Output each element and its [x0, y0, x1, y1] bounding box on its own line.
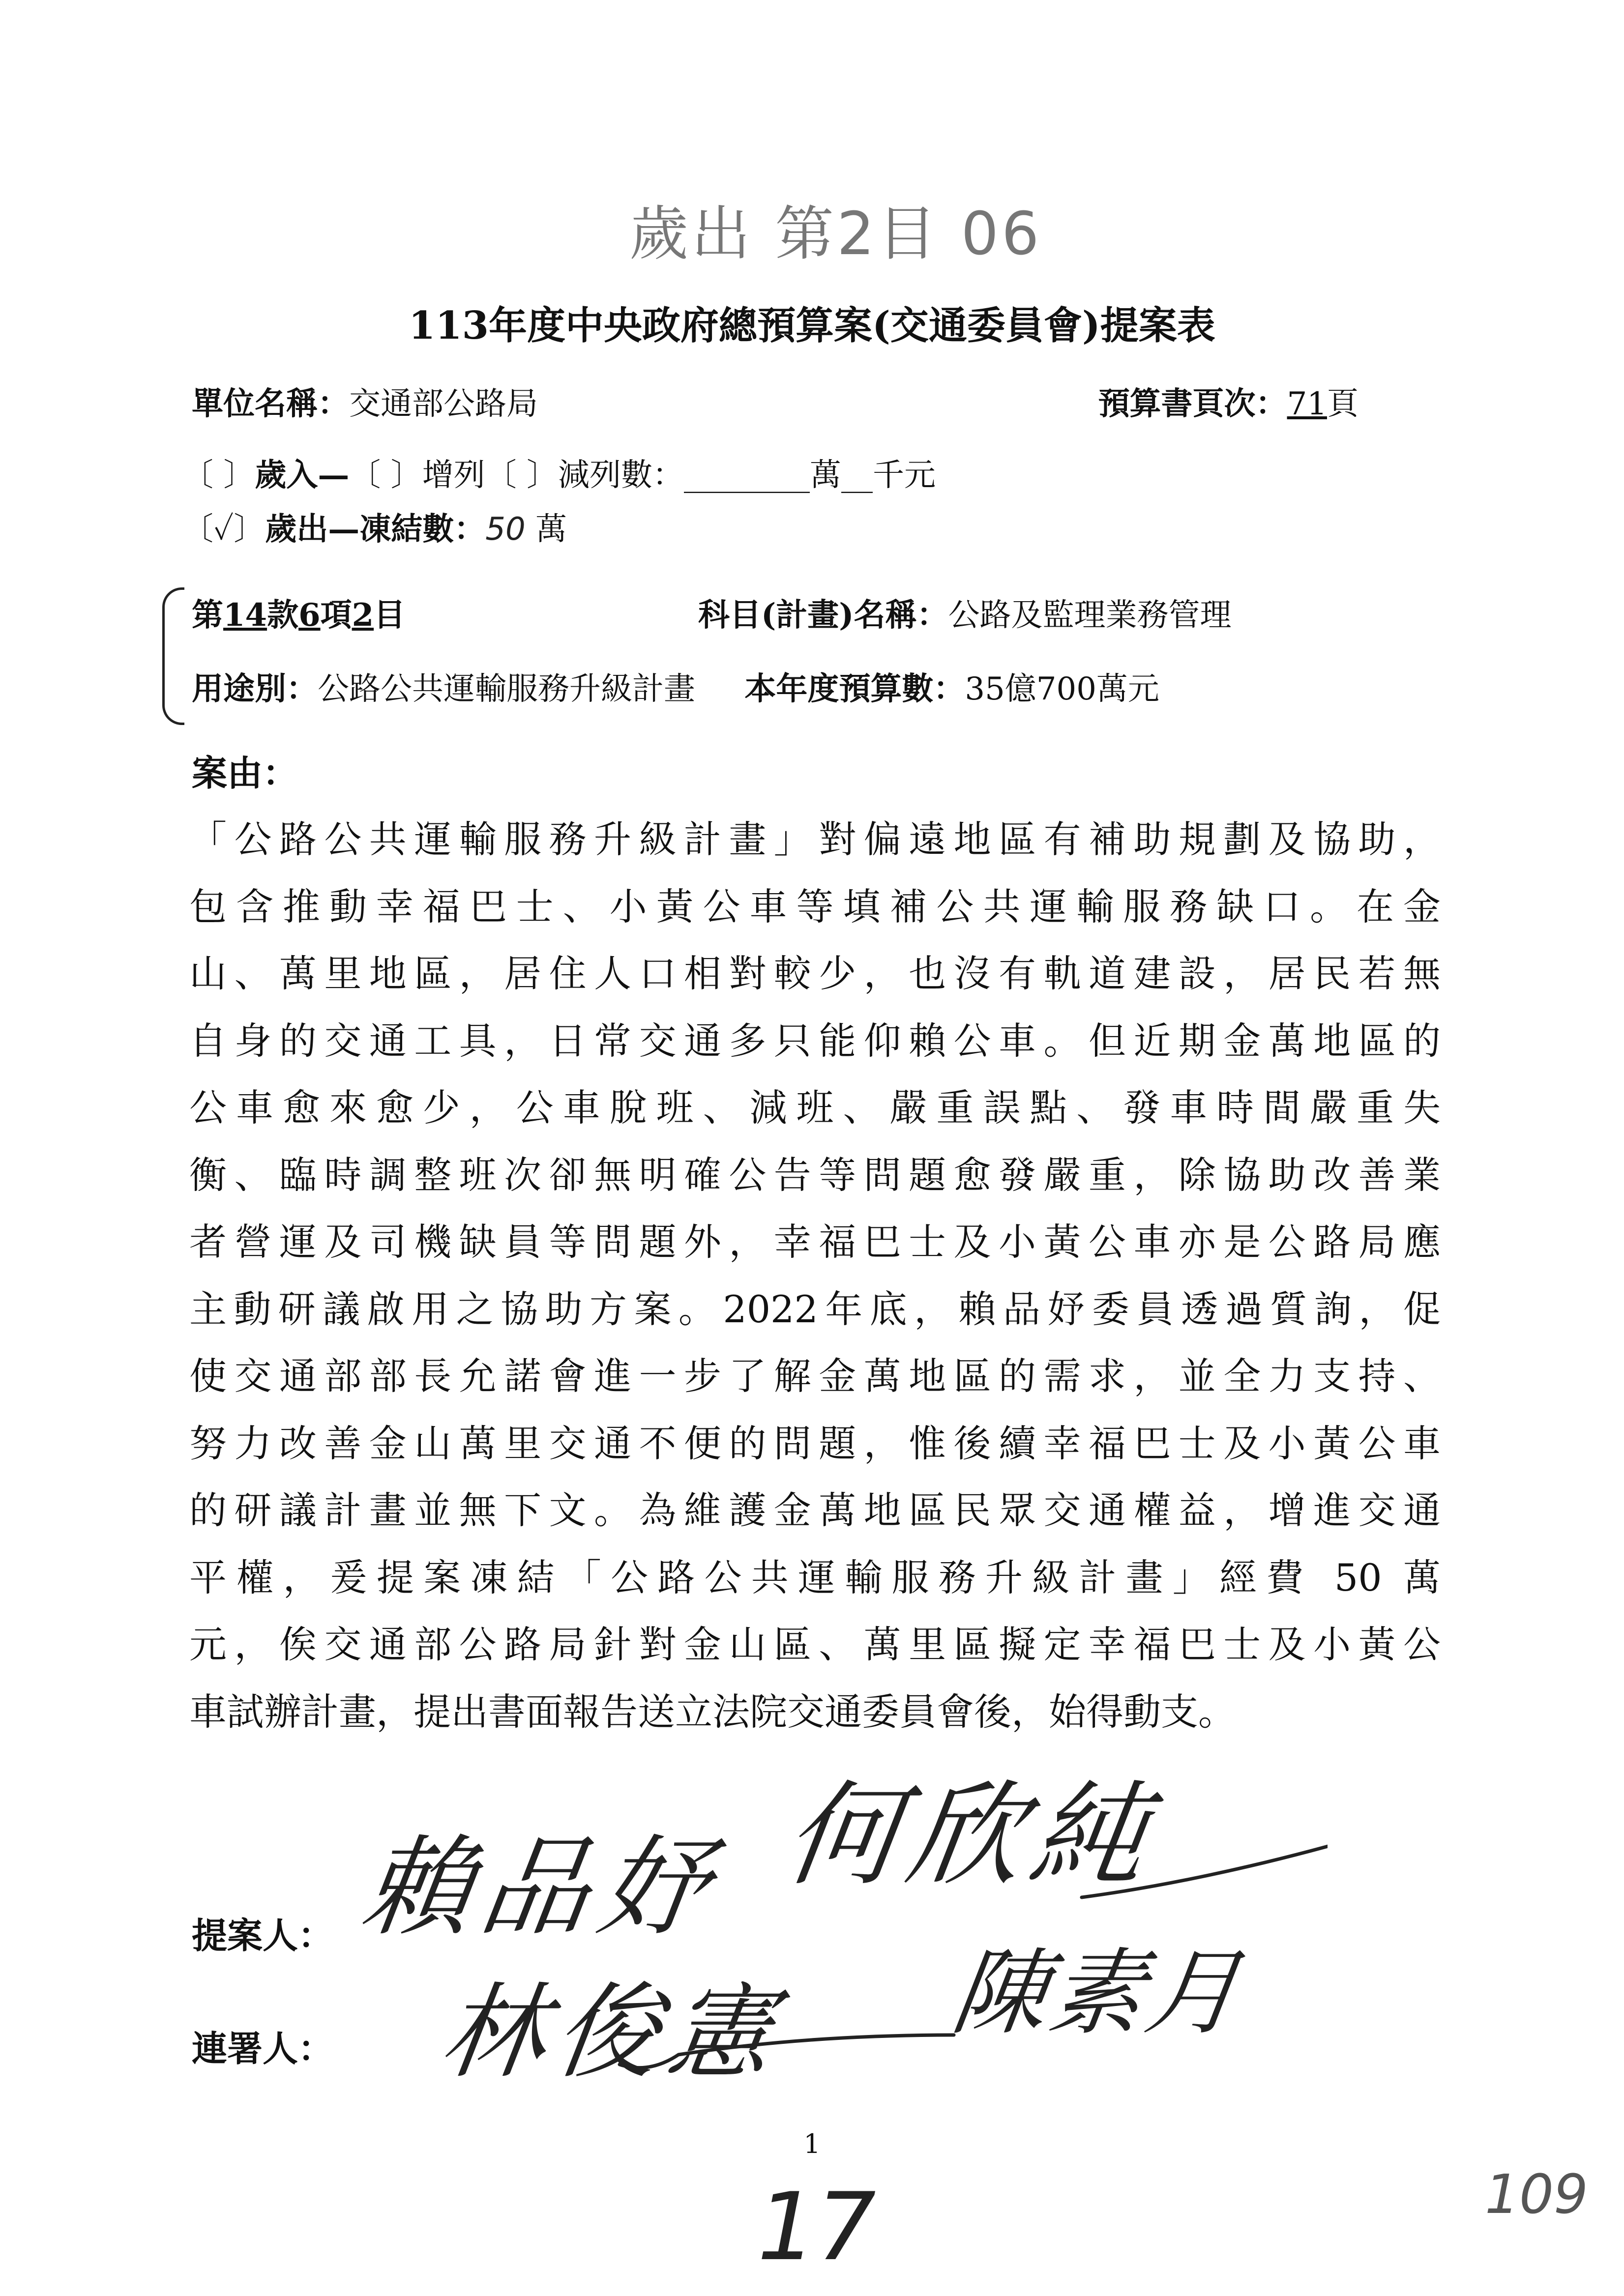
unit-label: 單位名稱： [192, 385, 349, 422]
bracket [162, 587, 184, 725]
proposer-label: 提案人： [192, 1915, 334, 1956]
body-line: 主動研議啟用之協助方案。2022年底，賴品妤委員透過質詢，促 [189, 1287, 1441, 1331]
section-line [192, 590, 405, 635]
corner-number: 109 [1485, 2163, 1588, 2226]
expense-value: 50 [485, 511, 526, 548]
body-line: 包含推動幸福巴士、小黃公車等填補公共運輸服務缺口。在金 [189, 884, 1441, 929]
body-line: 自身的交通工具，日常交通多只能仰賴公車。但近期金萬地區的 [189, 1018, 1441, 1063]
wan-label: 萬 [810, 457, 842, 494]
body-line: 元，俟交通部公路局針對金山區、萬里區擬定幸福巴士及小黃公 [189, 1623, 1441, 1666]
section-mu-label: 目 [374, 597, 406, 634]
usage-label: 用途別： [192, 670, 318, 707]
body-line: 山、萬里地區，居住人口相對較少，也沒有軌道建設，居民若無 [189, 952, 1441, 995]
budget-label: 本年度預算數： [744, 670, 965, 707]
subject-line [698, 590, 1232, 635]
expense-line [182, 504, 567, 549]
subject-label: 科目(計畫)名稱： [698, 597, 948, 634]
wan-blank: ________ [684, 457, 810, 494]
signature-proposer-2: 何欣純 [777, 1770, 1165, 1901]
budget-page-label: 預算書頁次： [1098, 385, 1287, 422]
revenue-checkbox[interactable]: 〔 〕 [182, 457, 255, 494]
expense-label: 歲出—凍結數： [265, 511, 486, 548]
revenue-label: 歲入— [255, 457, 350, 494]
budget-page-value: 71 [1287, 386, 1327, 422]
usage-value: 公路公共運輸服務升級計畫 [318, 671, 695, 707]
section-kuan: 14 [223, 597, 267, 634]
section-xiang: 6 [298, 597, 321, 634]
body-line: 使交通部部長允諾會進一步了解金萬地區的需求，並全力支持、 [189, 1354, 1441, 1398]
cosigner-label: 連署人： [192, 2028, 334, 2069]
unit-name [192, 378, 538, 424]
section-xiang-label: 項 [320, 597, 352, 634]
body-line: 平權，爰提案凍結「公路公共運輸服務升級計畫」經費 50 萬 [189, 1555, 1441, 1599]
qian-label: 千元 [873, 457, 936, 494]
body-line: 「公路公共運輸服務升級計畫」對偏遠地區有補助規劃及協助， [189, 817, 1441, 861]
reason-label: 案由： [192, 752, 298, 794]
signature-cosigner-2: 陳素月 [946, 1939, 1251, 2047]
decrease-checkbox[interactable]: 〔 〕 [485, 457, 559, 494]
body-line: 衡、臨時調整班次卻無明確公告等問題愈發嚴重，除協助改善業 [189, 1153, 1441, 1197]
increase-checkbox[interactable]: 〔 〕 [349, 457, 422, 494]
signature-strokes [344, 1750, 1328, 2133]
section-kuan-label: 款 [267, 597, 299, 634]
section-di: 第 [192, 597, 223, 634]
signature-cosigner-1: 林俊憲 [434, 1972, 791, 2093]
body-line: 的研議計畫並無下文。為維護金萬地區民眾交通權益，增進交通 [189, 1488, 1441, 1532]
section-mu: 2 [352, 597, 374, 634]
body-line: 公車愈來愈少，公車脫班、減班、嚴重誤點、發車時間嚴重失 [189, 1086, 1441, 1130]
revenue-line [182, 450, 936, 495]
expense-checkbox[interactable]: 〔✓〕 [182, 511, 266, 548]
budget-page-suffix: 頁 [1327, 386, 1358, 422]
handwritten-number: 17 [757, 2173, 876, 2281]
budget-page [1098, 378, 1358, 424]
header-stamp: 歲出 第2目 06 [629, 200, 1042, 268]
body-line: 努力改善金山萬里交通不便的問題，惟後續幸福巴士及小黃公車 [189, 1421, 1441, 1465]
budget-value: 35億700萬元 [965, 671, 1159, 707]
expense-unit: 萬 [535, 511, 567, 548]
usage-line [192, 664, 1159, 709]
reason-body [189, 806, 1441, 1745]
signature-proposer-1: 賴品妤 [355, 1825, 727, 1950]
body-line: 者營運及司機缺員等問題外，幸福巴士及小黃公車亦是公路局應 [189, 1220, 1441, 1264]
increase-label: 增列 [422, 457, 485, 494]
subject-value: 公路及監理業務管理 [948, 597, 1232, 634]
unit-value: 交通部公路局 [349, 386, 538, 422]
page-title: 113年度中央政府總預算案(交通委員會)提案表 [409, 303, 1215, 348]
qian-blank: __ [841, 457, 873, 494]
decrease-label: 減列數： [558, 457, 684, 494]
body-line: 車試辦計畫，提出書面報告送立法院交通委員會後，始得動支。 [189, 1689, 1236, 1734]
page-number: 1 [803, 2128, 821, 2159]
